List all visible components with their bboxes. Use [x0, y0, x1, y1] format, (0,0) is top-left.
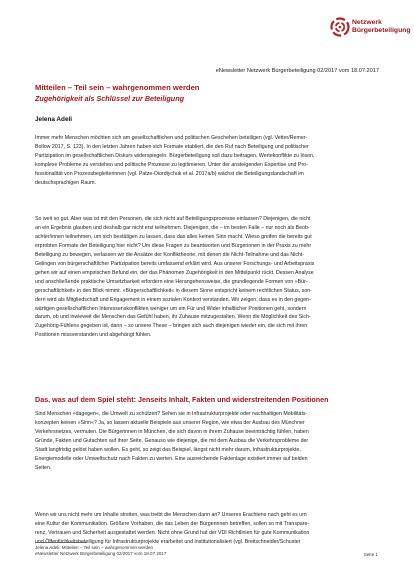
article-author: Jelena Adeli	[35, 116, 73, 123]
text-line: Seiten.	[35, 464, 52, 471]
logo-swirl-icon	[330, 16, 350, 38]
text-line: So weit so gut. Aber was ist mit den Personen, die sich nicht auf Beteiligungsprozesse einlassen? Diejenigen, die nicht	[35, 216, 311, 222]
text-line: renz, Vertrauen und Sicherheit ausgestattet werden. Nicht ohne Grund hat der VDI Richtlinien für gute Kommunikation	[35, 529, 310, 536]
text-line: dern wird als Mitgliedschaft und Engagement in einem sozialen Kontext verstanden. Wir zeigen, dass es in den gegen-	[35, 296, 311, 303]
text-line: Gründe, Fakten und Gutachten auf ihrer Seite. Genauso wie diejenige, die mit dem Ausbau die Verkehrsprobleme der	[35, 437, 309, 444]
text-line: gerschaftlichkeit« in den Blick nimmt. »Bürgerschaftlichkeit« in diesem Sinne entspricht keinem rechtlichen Status, son-	[35, 287, 312, 294]
text-line: Verkehrsnetzes, vermuten. Die Bürgerinnen in München, die sich davon in ihrem Zuhause beeinträchtig fühlen, haben	[35, 428, 309, 435]
netzwerk-logo	[330, 14, 410, 54]
text-line: konzepten keinen »Sinn«? Ja, so lassen aktuelle Beispiele aus unserer Region, wie etwa der Ausbau des Münchner	[35, 419, 305, 426]
text-line: deutschsprachigen Raum.	[35, 179, 96, 186]
text-line: und anschließende praktische Umsetzbarkeit erfordern eine Herangehensweise, die grundlegende Formen von »Bür-	[35, 278, 308, 285]
text-line: Sind Menschen »dagegen«, die Umwelt zu schützen? Sehen sie in Infrastrukturprojekte oder nachhaltigen Mobilitäts-	[35, 411, 308, 417]
text-line: gehen wir auf einen empirischen Befund ein, der das Phänomen Zugehörigkeit in den Mittelpunkt rückt. Dessen Analyse	[35, 269, 314, 276]
logo-line-2: Bürgerbeteiligung	[352, 27, 411, 35]
footer-divider	[35, 542, 87, 543]
paragraph-intro	[35, 134, 385, 188]
text-line: Positionen missverstanden und abgehängt fühlen.	[35, 332, 152, 339]
text-line: Zugehörig-Fühlens gegeben ist, dann – so unsere These – bringen sich auch diejenigen wieder ein, die sich mit ihren	[35, 323, 308, 330]
footer-line-2: eNewsletter Netzwerk Bürgerbeteiligung 02/2017 vom 18.07.2017	[35, 551, 167, 556]
text-line: Immer mehr Menschen möchten sich am gesellschaftlichen und politischen Geschehen beteiligen (vgl. Vetter/Remer-	[35, 135, 308, 141]
text-line: erprobten Formate der Beteiligung hier nicht? Um diese Fragen zu beantworten und Bürgerinnen in der Praxis zu mehr	[35, 242, 312, 249]
page-number: Seite 1	[363, 552, 378, 557]
logo-text	[352, 19, 411, 36]
paragraph-thesis	[35, 215, 385, 340]
page-footer	[35, 545, 166, 557]
text-line: komplexe Probleme zu verstehen und politische Prozesse zu legitimieren. Unter der ansteigenden Expertise und Pro-	[35, 161, 308, 168]
text-line: darum, ob und inwieweit die Menschen das Gefühl haben, ihr Zuhause mitzugestalten. Wenn die Möglichkeit des Sich-	[35, 314, 311, 321]
text-line: und Öffentlichkeitsbeteiligung für Infrastrukturprojekte erarbeitet und institutionalisiert (vgl. Breitschneider/Schuster	[35, 538, 301, 545]
text-line: Gelingen von bürgerschaftlicher Partizipation bereits umfassend erklärt wird. Aus unserer Forschungs- und Arbeitspraxis	[35, 260, 315, 267]
text-line: eine Kultur der Kommunikation. Größere Vorhaben, die das Leben der Bürgerinnen betreffen, sollen so mit Transpare-	[35, 520, 310, 527]
footer-line-1: Jelena Adeli: Mitteilen – Teil sein – wahrgenommen werden	[35, 545, 153, 550]
section-heading: Das, was auf dem Spiel steht: Jenseits Inhalt, Fakten und widerstreitenden Positionen	[35, 395, 329, 404]
article-title: Mitteilen – Teil sein – wahrgenommen werden	[35, 83, 200, 92]
text-line: Stadt langfristig gelöst haben wollen. Es geht, so zeigt das Beispiel, längst nicht mehr darum, Infrastrukturprojekte,	[35, 446, 301, 453]
text-line: wärtigen gesellschaftlichen Interessenskonflikten weniger um ein Für und Wider inhaltlicher Positionen geht, sondern	[35, 305, 307, 312]
logo-line-1: Netzwerk	[352, 19, 382, 26]
paragraph-examples	[35, 410, 385, 473]
text-line: Beteiligung zu bewegen, verlassen wir die Ansätze der Konfliktheorie, mit denen die Nicht-Teilnahme und das Nicht-	[35, 251, 305, 258]
text-line: an ein Ergebnis glauben und deshalb gar nicht erst teilnehmen. Diejenigen, die – im besten Falle – nur noch als Beob-	[35, 224, 310, 231]
text-line: Bollow 2017, S. 123). In den letzten Jahren haben sich Formate etabliert, die den Ruf nach Beteiligung und politischer	[35, 143, 309, 150]
newsletter-issue-line: eNewsletter Netzwerk Bürgerbeteiligung 02/2017 vom 18.07.2017	[215, 68, 379, 74]
text-line: achter/innen teilnehmen, um sich bestätigen zu lassen, dass das alles keinen Sinn macht. Wieso greifen die bereits gut	[35, 233, 312, 240]
text-line: Wenn wir uns nicht mehr um Inhalte streiten, was treibt die Menschen dann an? Unseres Erachtens nach geht es um	[35, 512, 307, 518]
article-subtitle: Zugehörigkeit als Schlüssel zur Beteiligung	[35, 94, 184, 103]
text-line: fessionalität von Prozessbegleiterinnen (vgl. Patze-Diordiychuk et al. 2017a/b) wächst die Beteiligungslandschaft im	[35, 170, 304, 177]
text-line: Energiemodelle oder Umweltschutz nach Fakten zu werten. Eine ausreichende Faktenlage existiert immer auf beiden	[35, 455, 308, 462]
paragraph-communication	[35, 511, 385, 547]
text-line: Partizipation im gesellschaftlichen Diskurs widerspiegeln. Bürgerbeteiligung soll dazu beitragen, Wertekonflikte zu lösen,	[35, 152, 315, 159]
